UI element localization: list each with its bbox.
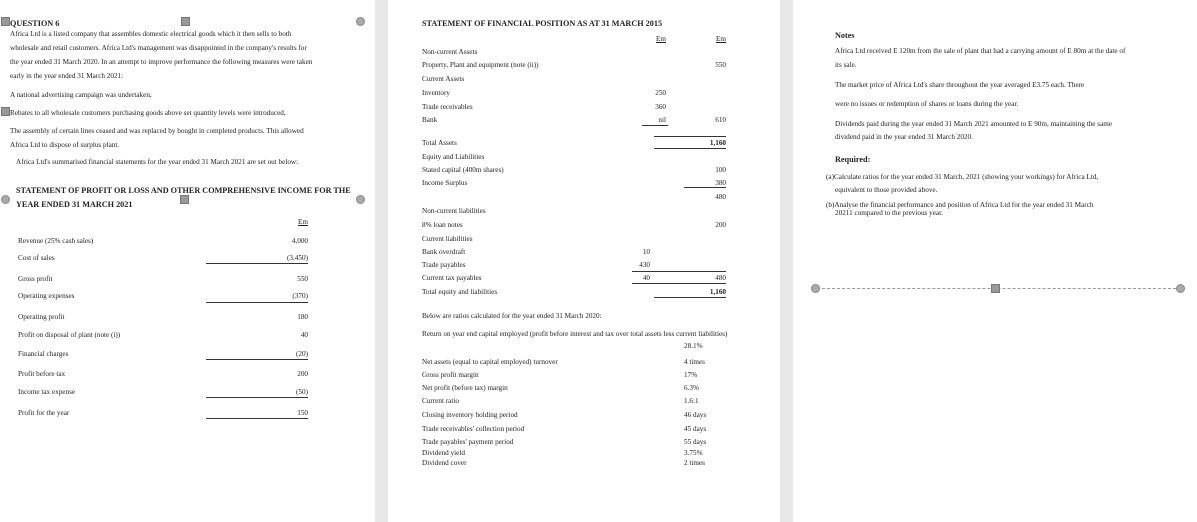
total-rule bbox=[206, 263, 308, 264]
sfp-row-label: Bank bbox=[422, 116, 438, 124]
sfp-row-label: Current tax payables bbox=[422, 274, 482, 282]
ratio-value: 3.75% bbox=[684, 449, 703, 457]
pl-row-label: Profit for the year bbox=[18, 409, 70, 417]
resize-handle[interactable] bbox=[181, 17, 190, 26]
pl-row-label: Profit before tax bbox=[18, 370, 66, 378]
sfp-row-label: Trade receivables bbox=[422, 103, 473, 111]
sfp-row-value: 380 bbox=[715, 179, 726, 187]
ratios-intro: Below are ratios calculated for the year ended 31 March 2020: bbox=[422, 312, 602, 320]
total-rule bbox=[206, 418, 308, 419]
pl-row-value: (3,450) bbox=[287, 254, 308, 262]
sfp-row-label: Income Surplus bbox=[422, 179, 468, 187]
intro-line: the year ended 31 March 2020. In an attempt to improve performance the following measures were taken bbox=[10, 58, 313, 66]
required-title: Required: bbox=[835, 155, 871, 164]
pl-row-value: 40 bbox=[300, 331, 308, 339]
ratio-value: 55 days bbox=[684, 438, 707, 446]
measure-item: Rebates to all wholesale customers purchasing goods above set quantity levels were introduced, bbox=[10, 109, 286, 117]
note-line: Africa Ltd received E 120m from the sale of plant that had a carrying amount of E 80m at the date of bbox=[835, 47, 1126, 55]
note-line: Dividends paid during the year ended 31 March 2021 amounted to E 90m, maintaining the same bbox=[835, 120, 1113, 128]
sfp-row-value: 480 bbox=[715, 274, 726, 282]
page-1 bbox=[0, 0, 375, 522]
sfp-row-label: Property, Plant and equipment (note (ii)) bbox=[422, 61, 539, 69]
rotate-handle[interactable] bbox=[356, 195, 365, 204]
intro-line: early in the year ended 31 March 2021: bbox=[10, 72, 124, 80]
ratio-label: Closing inventory holding period bbox=[422, 411, 518, 419]
sfp-row-label: Stated capital (400m shares) bbox=[422, 166, 504, 174]
summary-line: Africa Ltd's summarised financial statements for the year ended 31 March 2021 are set out below: bbox=[16, 158, 299, 166]
pl-row-value: 150 bbox=[297, 409, 308, 417]
note-line: The market price of Africa Ltd's share throughout the year averaged E3.75 each. There bbox=[835, 81, 1085, 89]
sfp-row-value: nil bbox=[658, 116, 666, 124]
sfp-row-label: Total Assets bbox=[422, 139, 457, 147]
ratio-label: Net profit (before tax) margin bbox=[422, 384, 508, 392]
page-2 bbox=[388, 0, 780, 522]
ratio-value: 4 times bbox=[684, 358, 705, 366]
total-rule bbox=[632, 271, 726, 272]
pl-row-label: Operating expenses bbox=[18, 292, 75, 300]
sfp-row-label: Inventory bbox=[422, 89, 450, 97]
pl-row-value: (50) bbox=[296, 388, 308, 396]
rotate-handle[interactable] bbox=[811, 284, 820, 293]
pl-row-value: 180 bbox=[297, 313, 308, 321]
requirement-line: equivalent to those provided above. bbox=[835, 186, 938, 194]
intro-line: wholesale and retail customers. Africa Ltd's management was disappointed in the company's results for bbox=[10, 44, 307, 52]
pl-currency-header: Em bbox=[298, 218, 308, 226]
pl-row-label: Income tax expense bbox=[18, 388, 76, 396]
total-rule bbox=[684, 187, 726, 188]
resize-handle[interactable] bbox=[1, 17, 10, 26]
pl-title: YEAR ENDED 31 MARCH 2021 bbox=[16, 200, 133, 209]
note-line: dividend paid in the year ended 31 March 2020. bbox=[835, 133, 973, 141]
question-title: QUESTION 6 bbox=[10, 19, 60, 28]
ratio-value: 1.6:1 bbox=[684, 397, 699, 405]
sfp-col2-header: Em bbox=[716, 35, 726, 43]
sfp-row-value: 480 bbox=[715, 193, 726, 201]
pl-row-label: Financial charges bbox=[18, 350, 69, 358]
intro-line: Africa Ltd is a listed company that assembles domestic electrical goods which it then sells to both bbox=[10, 30, 292, 38]
pl-row-label: Revenue (25% cash sales) bbox=[18, 237, 94, 245]
sfp-row-value: 360 bbox=[655, 103, 666, 111]
sfp-row-value: 10 bbox=[642, 248, 650, 256]
note-line: were no issues or redemption of shares or loans during the year. bbox=[835, 100, 1019, 108]
sfp-col1-header: Em bbox=[656, 35, 666, 43]
sfp-row-label: Total equity and liabilities bbox=[422, 288, 498, 296]
sfp-row-label: Bank overdraft bbox=[422, 248, 466, 256]
sfp-title: STATEMENT OF FINANCIAL POSITION AS AT 31 MARCH 2015 bbox=[422, 19, 663, 28]
sfp-row-value: 610 bbox=[715, 116, 726, 124]
sfp-row-label: Non-current liabilities bbox=[422, 207, 486, 215]
pl-title: STATEMENT OF PROFIT OR LOSS AND OTHER COMPREHENSIVE INCOME FOR THE bbox=[16, 186, 351, 195]
pl-row-value: 4,000 bbox=[291, 237, 308, 245]
requirement-line: (b)Analyse the financial performance and position of Africa Ltd for the year ended 31 March bbox=[826, 201, 1094, 209]
total-rule bbox=[642, 125, 668, 126]
pl-row-value: (370) bbox=[292, 292, 308, 300]
sfp-row-value: 250 bbox=[655, 89, 666, 97]
rotate-handle[interactable] bbox=[1176, 284, 1185, 293]
measure-item: The assembly of certain lines ceased and was replaced by bought in completed products. This allowed bbox=[10, 127, 304, 135]
ratio-label: Dividend cover bbox=[422, 459, 467, 467]
total-rule bbox=[654, 297, 726, 298]
sfp-row-value: 200 bbox=[715, 221, 726, 229]
resize-handle[interactable] bbox=[1, 107, 10, 116]
note-line: its sale. bbox=[835, 61, 857, 69]
sfp-row-label: 8% loan notes bbox=[422, 221, 463, 229]
ratio-label: Gross profit margin bbox=[422, 371, 479, 379]
total-rule bbox=[206, 397, 308, 398]
sfp-row-label: Equity and Liabilities bbox=[422, 153, 485, 161]
sfp-row-value: 40 bbox=[642, 274, 650, 282]
ratio-label: Dividend yield bbox=[422, 449, 465, 457]
sfp-row-value: 550 bbox=[715, 61, 726, 69]
ratio-value: 17% bbox=[684, 371, 698, 379]
sfp-row-value: 100 bbox=[715, 166, 726, 174]
ratio-label: Trade payables' payment period bbox=[422, 438, 514, 446]
roce-value: 28.1% bbox=[684, 342, 703, 350]
sfp-row-label: Non-current Assets bbox=[422, 48, 478, 56]
ratio-label: Trade receivables' collection period bbox=[422, 425, 525, 433]
total-rule bbox=[206, 359, 308, 360]
measure-item: Africa Ltd to dispose of surplus plant. bbox=[10, 141, 120, 149]
ratio-value: 45 days bbox=[684, 425, 707, 433]
requirement-line: 20211 compared to the previous year. bbox=[835, 209, 943, 217]
roce-label: Return on year end capital employed (profit before interest and tax over total assets less current liabilities) bbox=[422, 330, 728, 338]
sfp-row-label: Trade payables bbox=[422, 261, 466, 269]
pl-row-label: Gross profit bbox=[18, 275, 53, 283]
ratio-value: 2 times bbox=[684, 459, 705, 467]
pl-row-label: Operating profit bbox=[18, 313, 65, 321]
pl-row-label: Profit on disposal of plant (note (i)) bbox=[18, 331, 121, 339]
total-rule bbox=[632, 283, 726, 284]
ratio-value: 6.3% bbox=[684, 384, 699, 392]
rotate-handle[interactable] bbox=[1, 195, 10, 204]
sfp-row-label: Current Assets bbox=[422, 75, 465, 83]
sfp-total-assets: 1,160 bbox=[709, 139, 726, 147]
measure-item: A national advertising campaign was undertaken, bbox=[10, 91, 152, 99]
notes-title: Notes bbox=[835, 31, 855, 40]
pl-row-value: 200 bbox=[297, 370, 308, 378]
resize-handle[interactable] bbox=[180, 195, 189, 204]
resize-handle[interactable] bbox=[991, 284, 1000, 293]
sfp-row-value: 430 bbox=[639, 261, 650, 269]
pl-row-value: (20) bbox=[296, 350, 308, 358]
total-rule bbox=[654, 136, 726, 137]
sfp-row-label: Current liabilities bbox=[422, 235, 473, 243]
ratio-label: Net assets (equal to capital employed) turnover bbox=[422, 358, 558, 366]
sfp-total-equity-liabilities: 1,160 bbox=[709, 288, 726, 296]
pl-row-value: 550 bbox=[297, 275, 308, 283]
total-rule bbox=[654, 148, 726, 149]
pl-row-label: Cost of sales bbox=[18, 254, 55, 262]
page-3 bbox=[793, 0, 1197, 522]
requirement-line: (a)Calculate ratios for the year ended 31 March, 2021 (showing your workings) for Africa Ltd, bbox=[826, 173, 1099, 181]
ratio-value: 46 days bbox=[684, 411, 707, 419]
ratio-label: Current ratio bbox=[422, 397, 459, 405]
rotate-handle[interactable] bbox=[356, 17, 365, 26]
total-rule bbox=[206, 302, 308, 303]
